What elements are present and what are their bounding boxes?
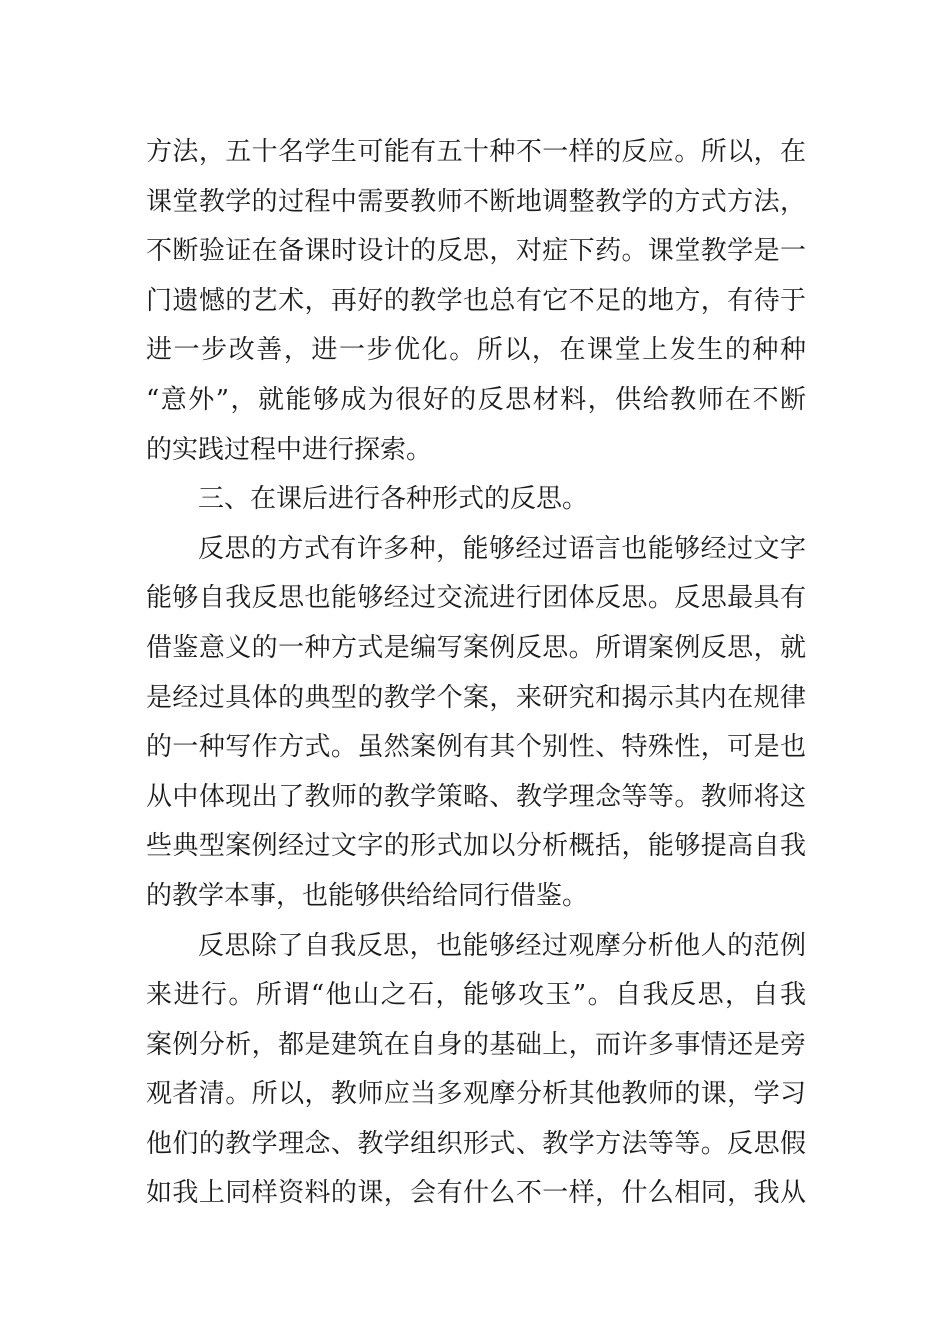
text-line: 不断验证在备课时设计的反思，对症下药。课堂教学是一 (146, 236, 806, 267)
text-line: 案例分析，都是建筑在自身的基础上，而许多事情还是旁 (146, 1029, 806, 1060)
section-heading: 三、在课后进行各种形式的反思。 (198, 484, 589, 515)
text-line: “意外”，就能够成为很好的反思材料，供给教师在不断 (146, 384, 806, 415)
text-line: 借鉴意义的一种方式是编写案例反思。所谓案例反思，就 (146, 632, 806, 663)
text-line: 的教学本事，也能够供给给同行借鉴。 (146, 880, 589, 911)
text-line: 从中体现出了教师的教学策略、教学理念等等。教师将这 (146, 781, 806, 812)
text-line: 进一步改善，进一步优化。所以，在课堂上发生的种种 (146, 335, 806, 366)
text-line: 课堂教学的过程中需要教师不断地调整教学的方式方法， (146, 186, 806, 217)
text-line: 他们的教学理念、教学组织形式、教学方法等等。反思假 (146, 1128, 806, 1159)
document-body (146, 128, 806, 1219)
text-line: 的一种写作方式。虽然案例有其个别性、特殊性，可是也 (146, 732, 806, 763)
text-line: 能够自我反思也能够经过交流进行团体反思。反思最具有 (146, 583, 806, 614)
text-line: 反思除了自我反思，也能够经过观摩分析他人的范例 (198, 930, 806, 961)
text-line: 是经过具体的典型的教学个案，来研究和揭示其内在规律 (146, 682, 806, 713)
text-line: 方法，五十名学生可能有五十种不一样的反应。所以，在 (146, 137, 806, 167)
text-line: 反思的方式有许多种，能够经过语言也能够经过文字 (198, 533, 806, 564)
text-line: 来进行。所谓“他山之石，能够攻玉”。自我反思，自我 (146, 980, 806, 1011)
text-line: 门遗憾的艺术，再好的教学也总有它不足的地方，有待于 (146, 285, 806, 316)
text-line: 的实践过程中进行探索。 (146, 434, 433, 465)
text-line: 观者清。所以，教师应当多观摩分析其他教师的课，学习 (146, 1079, 806, 1110)
text-line: 些典型案例经过文字的形式加以分析概括，能够提高自我 (146, 831, 806, 862)
text-line: 如我上同样资料的课，会有什么不一样，什么相同，我从 (146, 1178, 806, 1209)
